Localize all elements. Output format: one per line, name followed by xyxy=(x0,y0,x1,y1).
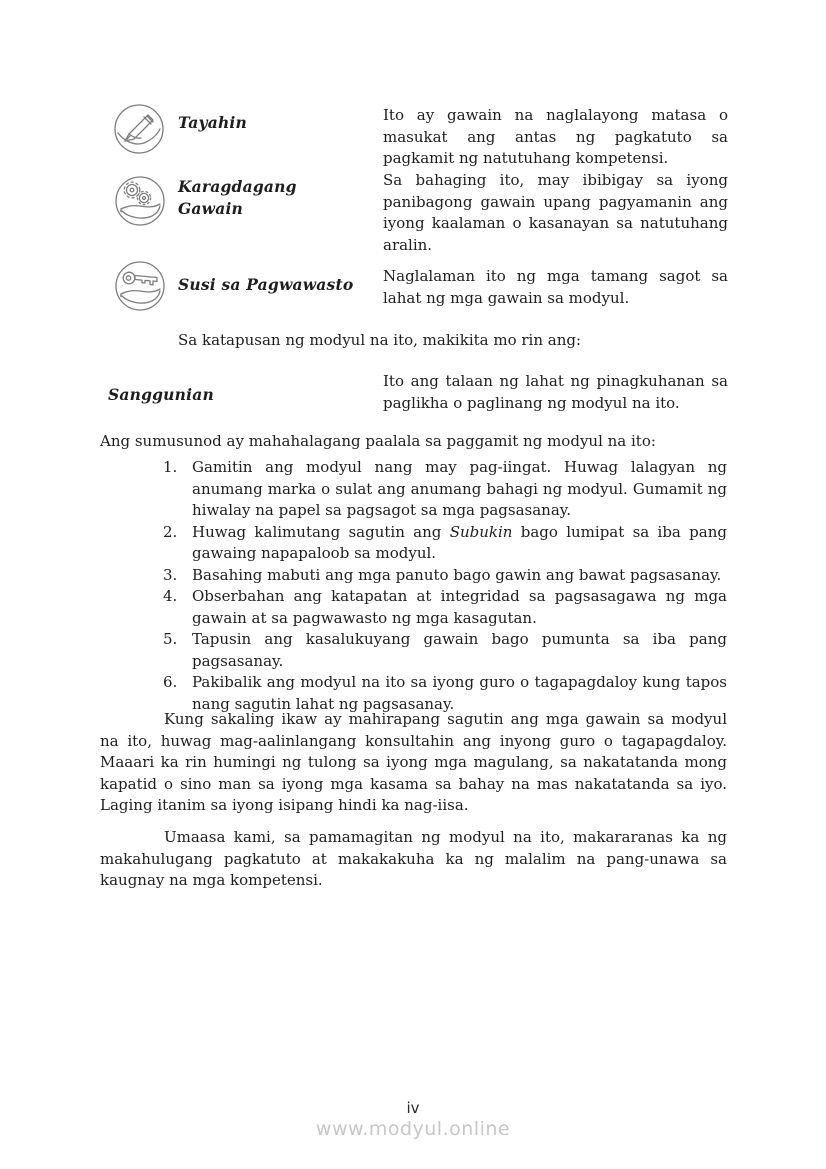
paragraph: Umaasa kami, sa pamamagitan ng modyul na ito, makararanas ka ng makahulugang pagkatuto at makakakuha ka ng malalim na pang-unawa sa kaugnay na mga kompetensi. xyxy=(100,828,727,889)
list-number: 3. xyxy=(163,565,178,584)
list-number: 2. xyxy=(163,522,178,541)
legend-label-karagdagang-gawain: Karagdagang Gawain xyxy=(178,177,297,218)
list-number: 4. xyxy=(163,587,178,605)
list-number: 5. xyxy=(163,630,178,648)
list-text: Pakibalik ang modyul na ito sa iyong guro o tagapagdaloy kung tapos nang sagutin lahat ng pagsasanay. xyxy=(192,673,727,713)
legend-label-tayahin: Tayahin xyxy=(178,113,247,132)
key-hand-icon xyxy=(114,260,166,312)
list-number: 6. xyxy=(163,673,178,691)
list-item xyxy=(100,522,727,565)
list-text: Tapusin ang kasalukuyang gawain bago pumunta sa iba pang pagsasanay. xyxy=(192,630,727,670)
paragraph: Kung sakaling ikaw ay mahirapang sagutin ang mga gawain sa modyul na ito, huwag mag-aalinlangang konsultahin ang inyong guro o tagapagdaloy. Maaari ka rin humingi ng tulong sa iyong mga magulang, sa nakatatanda mong kapatid o sino man sa iyong mga kasama sa bahay na mas nakatatanda sa iyo. Laging itanim sa iyong isipang hindi ka nag-iisa. xyxy=(100,710,727,814)
legend-description-susi-sa-pagwawasto: Naglalaman ito ng mga tamang sagot sa lahat ng mga gawain sa modyul. xyxy=(383,267,728,307)
legend-description-tayahin: Ito ay gawain na naglalayong matasa o masukat ang antas ng pagkatuto sa pagkamit ng natutuhang kompetensi. xyxy=(383,106,728,167)
legend-label-susi-sa-pagwawasto: Susi sa Pagwawasto xyxy=(178,275,354,294)
list-text: Huwag kalimutang sagutin ang xyxy=(192,522,450,541)
gears-hand-icon xyxy=(114,175,166,227)
list-item xyxy=(100,629,727,672)
watermark: www.modyul.online xyxy=(315,1118,511,1140)
reminders-list xyxy=(100,457,727,715)
legend-description-karagdagang-gawain: Sa bahaging ito, may ibibigay sa iyong panibagong gawain upang pagyamanin ang iyong kaalaman o kasanayan sa natutuhang aralin. xyxy=(383,171,728,254)
closing-note: Sa katapusan ng modyul na ito, makikita mo rin ang: xyxy=(178,331,582,349)
list-text: Gamitin ang modyul nang may pag-iingat. Huwag lalagyan ng anumang marka o sulat ang anumang bahagi ng modyul. Gumamit ng hiwalay na papel sa pagsagot sa mga pagsasanay. xyxy=(192,458,727,519)
list-item xyxy=(100,565,727,587)
list-text: Obserbahan ang katapatan at integridad sa pagsasagawa ng mga gawain at sa pagwawasto ng mga kasagutan. xyxy=(192,587,727,627)
list-text-italic: Subukin xyxy=(449,522,513,541)
page-number: iv xyxy=(406,1099,420,1117)
list-text: bago lumipat sa iba pang gawaing napapaloob sa modyul. xyxy=(192,522,727,562)
list-number: 1. xyxy=(163,458,178,476)
list-item xyxy=(100,586,727,629)
legend-description-sanggunian: Ito ang talaan ng lahat ng pinagkuhanan sa paglikha o paglinang ng modyul na ito. xyxy=(383,372,728,412)
reminders-intro: Ang sumusunod ay mahahalagang paalala sa paggamit ng modyul na ito: xyxy=(100,432,656,450)
list-text: Basahing mabuti ang mga panuto bago gawin ang bawat pagsasanay. xyxy=(192,565,722,584)
legend-label-sanggunian: Sanggunian xyxy=(108,385,214,404)
writing-hand-icon xyxy=(113,103,165,155)
list-item xyxy=(100,457,727,522)
